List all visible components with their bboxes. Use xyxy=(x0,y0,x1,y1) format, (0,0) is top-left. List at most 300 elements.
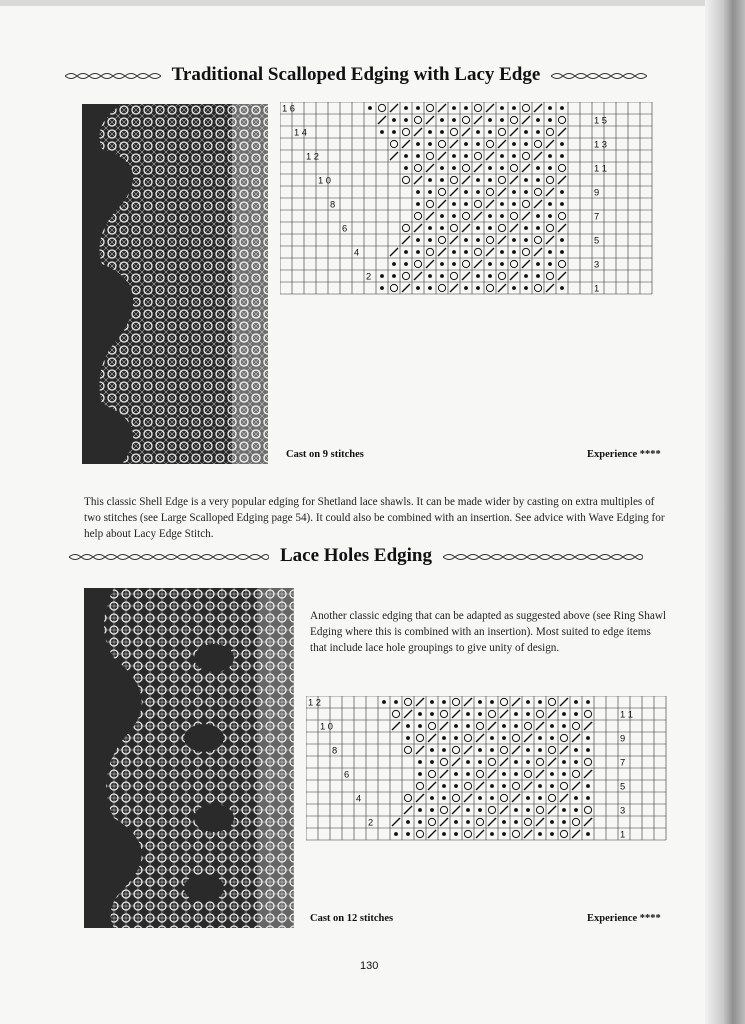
stitch-symbol xyxy=(512,782,519,789)
stitch-symbol xyxy=(440,274,444,278)
stitch-symbol xyxy=(440,806,447,813)
stitch-symbol xyxy=(560,734,567,741)
stitch-symbol xyxy=(534,152,542,160)
stitch-symbol xyxy=(430,760,434,764)
stitch-symbol xyxy=(488,130,492,134)
stitch-symbol xyxy=(464,830,471,837)
stitch-symbol xyxy=(534,200,542,208)
stitch-symbol xyxy=(402,128,409,135)
stitch-symbol xyxy=(464,698,472,706)
stitch-symbol xyxy=(584,722,592,730)
stitch-symbol xyxy=(500,106,504,110)
stitch-symbol xyxy=(452,806,460,814)
stitch-symbol xyxy=(500,710,508,718)
stitch-symbol xyxy=(488,274,492,278)
stitch-symbol xyxy=(440,226,444,230)
stitch-symbol xyxy=(512,106,516,110)
stitch-symbol xyxy=(450,224,457,231)
stitch-symbol xyxy=(428,226,432,230)
stitch-symbol xyxy=(486,152,494,160)
stitch-symbol xyxy=(486,140,493,147)
stitch-symbol xyxy=(562,820,566,824)
stitch-symbol xyxy=(428,274,432,278)
stitch-symbol xyxy=(454,724,458,728)
stitch-symbol xyxy=(514,808,518,812)
stitch-symbol xyxy=(464,238,468,242)
stitch-symbol xyxy=(500,746,507,753)
stitch-symbol xyxy=(490,784,494,788)
stitch-symbol xyxy=(414,260,421,267)
stitch-symbol xyxy=(452,118,456,122)
stitch-symbol xyxy=(452,262,456,266)
stitch-symbol xyxy=(546,272,553,279)
stitch-symbol xyxy=(536,262,540,266)
stitch-symbol xyxy=(402,176,409,183)
stitch-symbol xyxy=(512,286,516,290)
stitch-symbol xyxy=(414,212,421,219)
stitch-symbol xyxy=(522,152,529,159)
stitch-symbol xyxy=(428,734,436,742)
stitch-symbol xyxy=(404,806,412,814)
stitch-symbol xyxy=(546,236,554,244)
stitch-symbol xyxy=(560,154,564,158)
stitch-symbol xyxy=(500,794,507,801)
stitch-symbol xyxy=(426,116,434,124)
stitch-symbol xyxy=(450,236,458,244)
stitch-symbol xyxy=(488,178,492,182)
stitch-symbol xyxy=(440,262,444,266)
stitch-symbol xyxy=(390,140,397,147)
stitch-symbol xyxy=(416,782,423,789)
stitch-symbol xyxy=(442,748,446,752)
stitch-symbol xyxy=(572,782,580,790)
stitch-symbol xyxy=(500,166,504,170)
stitch-symbol xyxy=(514,712,518,716)
stitch-symbol xyxy=(440,818,448,826)
row-number-label: 1 1 xyxy=(620,709,633,720)
stitch-symbol xyxy=(498,176,505,183)
stitch-symbol xyxy=(546,176,553,183)
stitch-symbol xyxy=(550,772,554,776)
stitch-symbol xyxy=(560,250,564,254)
stitch-symbol xyxy=(486,248,494,256)
stitch-symbol xyxy=(560,698,568,706)
stitch-symbol xyxy=(560,142,564,146)
row-number-label: 9 xyxy=(594,187,600,198)
stitch-symbol xyxy=(560,238,564,242)
stitch-symbol xyxy=(486,200,494,208)
stitch-symbol xyxy=(454,832,458,836)
stitch-symbol xyxy=(488,226,492,230)
row-number-label: 6 xyxy=(344,769,350,780)
stitch-symbol xyxy=(414,272,422,280)
stitch-symbol xyxy=(394,832,398,836)
stitch-symbol xyxy=(406,832,410,836)
stitch-symbol xyxy=(452,698,459,705)
stitch-symbol xyxy=(536,722,544,730)
stitch-symbol xyxy=(560,202,564,206)
stitch-symbol xyxy=(452,154,456,158)
stitch-symbol xyxy=(558,116,565,123)
stitch-symbol xyxy=(450,176,457,183)
stitch-symbol xyxy=(538,832,542,836)
stitch-symbol xyxy=(512,190,516,194)
stitch-symbol xyxy=(378,104,385,111)
cast-on-label: Cast on 9 stitches xyxy=(286,449,364,460)
stitch-symbol xyxy=(536,758,543,765)
stitch-symbol xyxy=(452,106,456,110)
stitch-symbol xyxy=(450,272,457,279)
stitch-symbol xyxy=(418,772,422,776)
stitch-symbol xyxy=(428,830,436,838)
row-number-label: 4 xyxy=(354,247,360,258)
page-gutter-shadow xyxy=(705,0,745,1024)
stitch-symbol xyxy=(548,250,552,254)
stitch-symbol xyxy=(488,214,492,218)
stitch-symbol xyxy=(534,284,541,291)
stitch-symbol xyxy=(428,190,432,194)
stitch-symbol xyxy=(512,154,516,158)
stitch-symbol xyxy=(500,202,504,206)
stitch-symbol xyxy=(534,140,541,147)
row-number-label: 1 2 xyxy=(306,151,319,162)
stitch-symbol xyxy=(536,818,544,826)
stitch-symbol xyxy=(498,236,506,244)
stitch-symbol xyxy=(548,262,552,266)
stitch-symbol xyxy=(534,188,541,195)
stitch-symbol xyxy=(392,818,400,826)
stitch-symbol xyxy=(488,262,492,266)
stitch-symbol xyxy=(380,286,384,290)
stitch-symbol xyxy=(548,118,552,122)
stitch-symbol xyxy=(534,248,542,256)
stitch-symbol xyxy=(418,712,422,716)
stitch-symbol xyxy=(536,226,540,230)
stitch-symbol xyxy=(510,128,518,136)
stitch-symbol xyxy=(584,770,592,778)
stitch-symbol xyxy=(426,164,434,172)
stitch-symbol xyxy=(548,698,555,705)
stitch-symbol xyxy=(510,212,517,219)
stitch-symbol xyxy=(404,794,411,801)
row-number-label: 6 xyxy=(342,223,348,234)
stitch-symbol xyxy=(476,178,480,182)
stitch-symbol xyxy=(404,106,408,110)
stitch-symbol xyxy=(562,808,566,812)
row-number-label: 1 0 xyxy=(320,721,333,732)
experience-label: Experience **** xyxy=(587,449,661,460)
stitch-symbol xyxy=(498,188,506,196)
stitch-symbol xyxy=(428,286,432,290)
stitch-symbol xyxy=(438,188,445,195)
section-title: Traditional Scalloped Edging with Lacy Edge xyxy=(171,64,541,85)
stitch-symbol xyxy=(512,734,519,741)
stitch-symbol xyxy=(418,724,422,728)
stitch-symbol xyxy=(510,260,517,267)
row-number-label: 5 xyxy=(620,781,626,792)
row-number-label: 9 xyxy=(620,733,626,744)
stitch-symbol xyxy=(490,832,494,836)
stitch-symbol xyxy=(524,178,528,182)
stitch-symbol xyxy=(486,284,493,291)
section-description: Another classic edging that can be adapted as suggested above (see Ring Shawl Edging where this is combined with an insertion). Most suited to edge items that include lace hole groupings to give unity of design. xyxy=(310,610,667,655)
stitch-symbol xyxy=(586,784,590,788)
stitch-symbol xyxy=(536,130,540,134)
stitch-symbol xyxy=(550,820,554,824)
stitch-symbol xyxy=(474,104,481,111)
stitch-symbol xyxy=(512,746,520,754)
stitch-symbol xyxy=(486,236,493,243)
stitch-symbol xyxy=(524,226,528,230)
stitch-symbol xyxy=(536,178,540,182)
stitch-symbol xyxy=(402,140,410,148)
stitch-symbol xyxy=(586,832,590,836)
stitch-symbol xyxy=(584,818,592,826)
stitch-symbol xyxy=(546,224,553,231)
stitch-symbol xyxy=(452,746,459,753)
stitch-symbol xyxy=(558,212,565,219)
stitch-symbol xyxy=(414,128,422,136)
stitch-symbol xyxy=(404,262,408,266)
row-number-label: 8 xyxy=(332,745,338,756)
stitch-symbol xyxy=(464,106,468,110)
stitch-symbol xyxy=(414,116,421,123)
stitch-symbol xyxy=(464,154,468,158)
stitch-symbol xyxy=(510,176,518,184)
stitch-symbol xyxy=(452,710,460,718)
stitch-symbol xyxy=(406,820,410,824)
stitch-symbol xyxy=(380,274,384,278)
stitch-symbol xyxy=(440,166,444,170)
stitch-symbol xyxy=(502,724,506,728)
stitch-symbol xyxy=(512,698,520,706)
stitch-symbol xyxy=(404,710,412,718)
stitch-symbol xyxy=(586,796,590,800)
stitch-symbol xyxy=(536,770,544,778)
stitch-symbol xyxy=(526,748,530,752)
stitch-symbol xyxy=(526,760,530,764)
row-number-label: 1 3 xyxy=(594,139,607,150)
stitch-symbol xyxy=(514,820,518,824)
stitch-symbol xyxy=(442,700,446,704)
row-number-label: 7 xyxy=(620,757,626,768)
stitch-symbol xyxy=(466,808,470,812)
stitch-symbol xyxy=(406,736,410,740)
stitch-symbol xyxy=(464,286,468,290)
stitch-symbol xyxy=(464,202,468,206)
stitch-symbol xyxy=(490,736,494,740)
stitch-symbol xyxy=(368,106,372,110)
stitch-symbol xyxy=(572,830,580,838)
stitch-symbol xyxy=(416,250,420,254)
stitch-symbol xyxy=(548,106,552,110)
row-number-label: 8 xyxy=(330,199,336,210)
stitch-symbol xyxy=(404,154,408,158)
stitch-symbol xyxy=(478,712,482,716)
stitch-symbol xyxy=(500,214,504,218)
stitch-symbol xyxy=(390,248,398,256)
left-ornament-icon xyxy=(69,552,269,562)
stitch-symbol xyxy=(450,188,458,196)
stitch-symbol xyxy=(522,212,530,220)
stitch-symbol xyxy=(522,104,529,111)
stitch-symbol xyxy=(426,212,434,220)
stitch-symbol xyxy=(572,734,580,742)
stitch-symbol xyxy=(438,200,446,208)
stitch-symbol xyxy=(466,772,470,776)
stitch-symbol xyxy=(474,248,481,255)
stitch-symbol xyxy=(558,272,566,280)
stitch-symbol xyxy=(452,758,460,766)
stitch-symbol xyxy=(586,700,590,704)
stitch-symbol xyxy=(450,140,458,148)
stitch-symbol xyxy=(414,224,422,232)
stitch-symbol xyxy=(440,178,444,182)
row-number-label: 1 5 xyxy=(594,115,607,126)
stitch-symbol xyxy=(464,250,468,254)
stitch-symbol xyxy=(548,202,552,206)
stitch-symbol xyxy=(462,272,470,280)
stitch-symbol xyxy=(466,760,470,764)
stitch-symbol xyxy=(416,190,420,194)
stitch-symbol xyxy=(478,796,482,800)
stitch-symbol xyxy=(546,128,553,135)
cast-on-label: Cast on 12 stitches xyxy=(310,913,394,924)
right-ornament-icon xyxy=(443,552,643,562)
stitch-symbol xyxy=(404,166,408,170)
row-number-label: 1 1 xyxy=(594,163,607,174)
stitch-symbol xyxy=(502,772,506,776)
stitch-symbol xyxy=(416,698,424,706)
stitch-symbol xyxy=(550,724,554,728)
stitch-symbol xyxy=(392,722,400,730)
stitch-symbol xyxy=(402,236,410,244)
stitch-symbol xyxy=(416,106,420,110)
stitch-symbol xyxy=(558,176,566,184)
stitch-symbol xyxy=(440,118,444,122)
stitch-symbol xyxy=(392,262,396,266)
stitch-symbol xyxy=(498,128,505,135)
stitch-symbol xyxy=(546,284,554,292)
section-title: Lace Holes Edging xyxy=(279,545,432,566)
stitch-symbol xyxy=(442,784,446,788)
stitch-symbol xyxy=(524,286,528,290)
stitch-symbol xyxy=(418,808,422,812)
stitch-symbol xyxy=(524,722,531,729)
stitch-symbol xyxy=(476,274,480,278)
stitch-symbol xyxy=(416,142,420,146)
stitch-symbol xyxy=(462,212,469,219)
stitch-symbol xyxy=(414,176,422,184)
stitch-symbol xyxy=(416,238,420,242)
right-ornament-icon xyxy=(551,71,647,81)
stitch-symbol xyxy=(476,238,480,242)
stitch-symbol xyxy=(488,818,496,826)
stitch-symbol xyxy=(406,724,410,728)
stitch-symbol xyxy=(452,202,456,206)
stitch-symbol xyxy=(452,794,459,801)
row-number-label: 2 xyxy=(366,271,372,282)
stitch-symbol xyxy=(500,262,504,266)
stitch-symbol xyxy=(488,770,496,778)
stitch-symbol xyxy=(390,152,398,160)
stitch-symbol xyxy=(416,746,424,754)
stitch-symbol xyxy=(442,736,446,740)
left-ornament-icon xyxy=(65,71,161,81)
stitch-symbol xyxy=(428,238,432,242)
lace-edging-photo xyxy=(82,104,268,464)
stitch-symbol xyxy=(498,284,506,292)
stitch-symbol xyxy=(476,770,483,777)
stitch-symbol xyxy=(512,238,516,242)
stitch-symbol xyxy=(476,286,480,290)
stitch-symbol xyxy=(476,722,483,729)
stitch-symbol xyxy=(538,784,542,788)
stitch-symbol xyxy=(562,760,566,764)
stitch-symbol xyxy=(416,286,420,290)
stitch-symbol xyxy=(584,758,591,765)
stitch-symbol xyxy=(462,116,469,123)
stitch-symbol xyxy=(418,760,422,764)
stitch-symbol xyxy=(462,128,470,136)
row-number-label: 3 xyxy=(594,259,600,270)
stitch-symbol xyxy=(490,748,494,752)
stitch-symbol xyxy=(584,710,591,717)
stitch-symbol xyxy=(416,830,423,837)
stitch-symbol xyxy=(474,260,482,268)
stitch-symbol xyxy=(560,286,564,290)
stitch-symbol xyxy=(524,830,532,838)
stitch-symbol xyxy=(488,758,495,765)
stitch-symbol xyxy=(440,130,444,134)
row-number-label: 3 xyxy=(620,805,626,816)
stitch-symbol xyxy=(500,118,504,122)
row-number-label: 2 xyxy=(368,817,374,828)
stitch-symbol xyxy=(500,250,504,254)
stitch-symbol xyxy=(500,758,508,766)
stitch-symbol xyxy=(462,164,469,171)
stitch-symbol xyxy=(560,782,567,789)
stitch-symbol xyxy=(414,164,421,171)
stitch-symbol xyxy=(574,760,578,764)
stitch-symbol xyxy=(464,794,472,802)
stitch-symbol xyxy=(474,200,481,207)
stitch-symbol xyxy=(538,700,542,704)
stitch-symbol xyxy=(476,782,484,790)
stitch-symbol xyxy=(526,712,530,716)
stitch-symbol xyxy=(558,260,565,267)
stitch-symbol xyxy=(526,796,530,800)
stitch-symbol xyxy=(404,698,411,705)
stitch-symbol xyxy=(572,818,579,825)
stitch-symbol xyxy=(572,770,579,777)
stitch-symbol xyxy=(536,710,543,717)
stitch-symbol xyxy=(452,250,456,254)
stitch-symbol xyxy=(378,116,386,124)
stitch-symbol xyxy=(464,782,471,789)
row-number-label: 7 xyxy=(594,211,600,222)
stitch-symbol xyxy=(438,140,445,147)
stitch-symbol xyxy=(392,710,399,717)
stitch-symbol xyxy=(502,832,506,836)
stitch-symbol xyxy=(524,130,528,134)
stitch-symbol xyxy=(534,236,541,243)
stitch-symbol xyxy=(510,272,518,280)
stitch-symbol xyxy=(548,214,552,218)
stitch-symbol xyxy=(562,772,566,776)
stitch-symbol xyxy=(512,142,516,146)
stitch-symbol xyxy=(522,200,529,207)
